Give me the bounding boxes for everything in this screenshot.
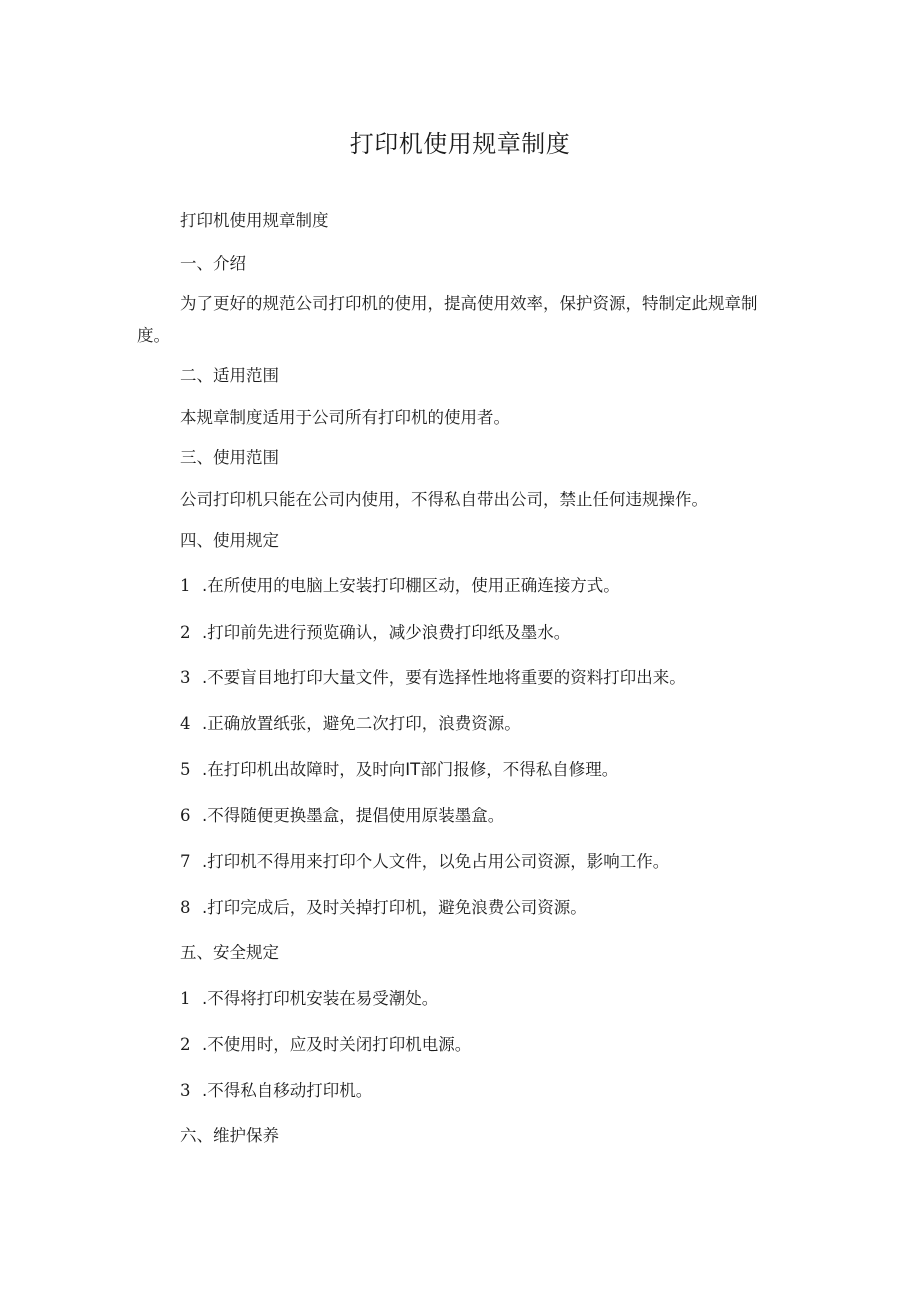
document-subtitle: 打印机使用规章制度 (180, 211, 329, 230)
list-item-number: 5 (180, 760, 191, 779)
section-heading-scope: 二、适用范围 (180, 366, 279, 385)
list-item (180, 987, 438, 1011)
section-body-scope: 本规章制度适用于公司所有打印机的使用者。 (180, 408, 510, 427)
list-item (180, 621, 570, 645)
section-heading-intro: 一、介绍 (180, 254, 246, 273)
list-item-text: .打印机不得用来打印个人文件，以免占用公司资源，影响工作。 (202, 852, 670, 871)
list-item (180, 850, 669, 874)
list-item-number: 8 (180, 898, 191, 917)
section-heading-usage-rules: 四、使用规定 (180, 531, 279, 550)
list-item (180, 758, 618, 782)
document-title: 打印机使用规章制度 (349, 130, 571, 158)
list-item-number: 3 (180, 1081, 191, 1100)
list-item-number: 1 (180, 576, 191, 595)
list-item (180, 804, 504, 828)
list-item-text: .不得将打印机安装在易受潮处。 (202, 989, 439, 1008)
list-item-text: .不得私自移动打印机。 (202, 1081, 373, 1100)
list-item-number: 6 (180, 806, 191, 825)
list-item (180, 574, 620, 598)
list-item (180, 1033, 471, 1057)
list-item-text: .正确放置纸张，避免二次打印，浪费资源。 (202, 714, 521, 733)
list-item-text: .打印前先进行预览确认，减少浪费打印纸及墨水。 (202, 623, 571, 642)
list-item-text: .打印完成后，及时关掉打印机，避免浪费公司资源。 (202, 898, 587, 917)
list-item (180, 712, 521, 736)
list-item-text: .在所使用的电脑上安装打印棚区动，使用正确连接方式。 (202, 576, 620, 595)
list-item-number: 2 (180, 623, 191, 642)
list-item-text: .在打印机出故障时，及时向IT部门报修，不得私自修理。 (202, 760, 619, 779)
list-item-number: 7 (180, 852, 191, 871)
list-item (180, 666, 686, 690)
list-item-text: .不使用时，应及时关闭打印机电源。 (202, 1035, 472, 1054)
section-heading-usage-range: 三、使用范围 (180, 448, 279, 467)
section-body-intro: 为了更好的规范公司打印机的使用，提高使用效率，保护资源，特制定此规章制度。 (137, 294, 758, 345)
list-item (180, 896, 587, 920)
list-item-number: 2 (180, 1035, 191, 1054)
section-heading-safety: 五、安全规定 (180, 943, 279, 962)
list-item-text: .不要盲目地打印大量文件，要有选择性地将重要的资料打印出来。 (202, 668, 686, 687)
list-item-number: 3 (180, 668, 191, 687)
list-item-number: 4 (180, 714, 191, 733)
list-item-text: .不得随便更换墨盒，提倡使用原装墨盒。 (202, 806, 505, 825)
section-body-usage-range: 公司打印机只能在公司内使用，不得私自带出公司，禁止任何违规操作。 (180, 490, 708, 509)
list-item (180, 1079, 372, 1103)
list-item-number: 1 (180, 989, 191, 1008)
section-heading-maintenance: 六、维护保养 (180, 1126, 279, 1145)
